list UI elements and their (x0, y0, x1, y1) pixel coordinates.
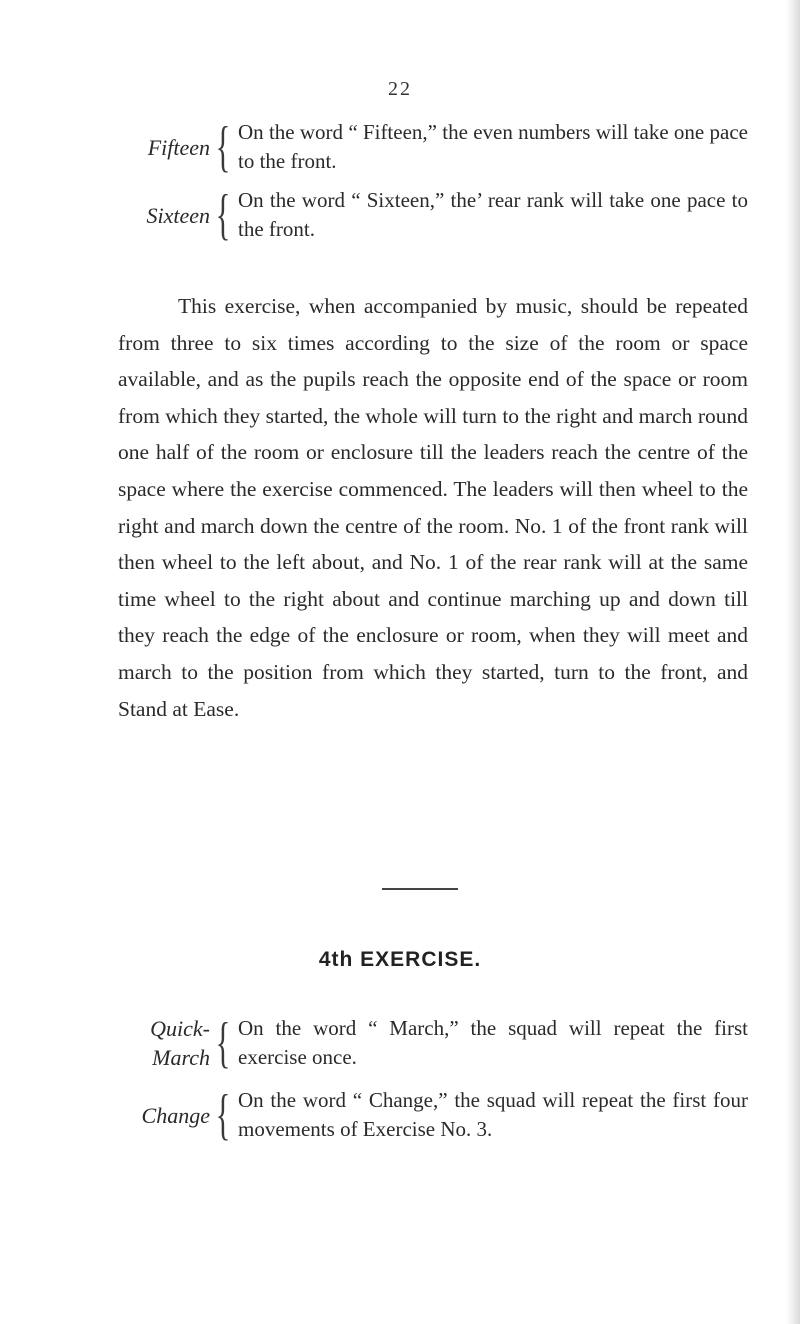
side-label-line: Sixteen (146, 202, 210, 228)
side-label-line: Change (141, 1102, 210, 1128)
side-label-sixteen (118, 186, 212, 244)
side-label-fifteen (118, 118, 212, 176)
section-heading: 4th EXERCISE. (318, 948, 482, 971)
main-paragraph: This exercise, when accompanied by music, should be repeated from three to six times according to the size of the room or space available, and as the pupils reach the opposite end of the space or room from which they started, the whole will turn to the right and march round one half of the room or enclosure till the leaders reach the centre of the space where the exercise commenced. The leaders will then wheel to the right and march down the centre of the room. No. 1 of the front rank will then wheel to the left about, and No. 1 of the rear rank will at the same time wheel to the right about and continue marching up and down till they reach the edge of the enclosure or room, when they will meet and march to the position from which they started, turn to the front, and Stand at Ease. (118, 294, 748, 721)
side-entry-sixteen (118, 186, 748, 244)
side-label-change (118, 1086, 212, 1144)
side-entry-change (118, 1086, 748, 1144)
brace-icon: { (215, 184, 231, 246)
side-text-change: On the word “ Change,” the squad will repeat the first four movements of Exercise No. 3. (238, 1088, 748, 1141)
page-edge-shadow (786, 0, 800, 1324)
brace-icon: { (215, 1084, 231, 1146)
section-divider (382, 888, 458, 890)
page-number: 22 (388, 78, 412, 100)
side-label-line: Fifteen (147, 134, 210, 160)
brace-icon: { (215, 116, 231, 178)
side-text-sixteen: On the word “ Sixteen,” the’ rear rank will take one pace to the front. (238, 188, 748, 241)
side-text-fifteen: On the word “ Fifteen,” the even numbers will take one pace to the front. (238, 120, 748, 173)
side-entry-quick-march (118, 1014, 748, 1072)
side-label-quick-march (118, 1014, 212, 1072)
side-label-line: Quick- (150, 1016, 210, 1041)
side-entry-fifteen (118, 118, 748, 176)
brace-icon: { (215, 1012, 231, 1074)
side-label-line: March (152, 1045, 210, 1070)
side-text-quick-march: On the word “ March,” the squad will repeat the first exercise once. (238, 1016, 748, 1069)
